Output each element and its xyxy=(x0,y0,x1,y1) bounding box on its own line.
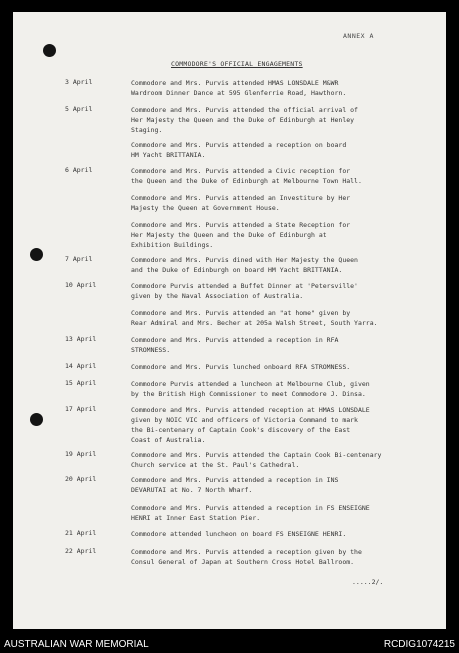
archive-name: AUSTRALIAN WAR MEMORIAL xyxy=(4,639,149,650)
entry-text: Commodore and Mrs. Purvis attended a reception in RFA STROMNESS. xyxy=(131,336,339,354)
document-page xyxy=(13,12,446,629)
entry-date: 3 April xyxy=(65,78,93,86)
entry-text: Commodore and Mrs. Purvis attended a reception in INS DEVARUTAI at No. 7 North Wharf. xyxy=(131,476,339,494)
entry-date: 14 April xyxy=(65,362,97,370)
entry-text: Commodore and Mrs. Purvis attended a reception given by the Consul General of Japan at Southern Cross Hotel Ballroom. xyxy=(131,548,362,566)
entry-text: Commodore Purvis attended a Buffet Dinner at 'Petersville' given by the Naval Association of Australia. xyxy=(131,282,358,300)
entry-text: Commodore and Mrs. Purvis attended HMAS LONSDALE M&WR Wardroom Dinner Dance at 595 Glenferrie Road, Hawthorn. xyxy=(131,79,347,97)
entry-date: 21 April xyxy=(65,529,97,537)
entry-text: Commodore and Mrs. Purvis attended an Investiture by Her Majesty the Queen at Government House. xyxy=(131,194,351,212)
entry-text: Commodore and Mrs. Purvis attended the Captain Cook Bi-centenary Church service at the St. Paul's Cathedral. xyxy=(131,451,382,469)
page-title: COMMODORE'S OFFICIAL ENGAGEMENTS xyxy=(171,60,303,68)
entry-date: 6 April xyxy=(65,166,93,174)
entry-date: 13 April xyxy=(65,335,97,343)
entry-text: Commodore and Mrs. Purvis dined with Her Majesty the Queen and the Duke of Edinburgh on board HM Yacht BRITTANIA. xyxy=(131,256,358,274)
entry-date: 10 April xyxy=(65,281,97,289)
entry-date: 22 April xyxy=(65,547,97,555)
archive-footer xyxy=(0,636,459,653)
entry-date: 17 April xyxy=(65,405,97,413)
entry-text: Commodore and Mrs. Purvis attended a reception in FS ENSEIGNE HENRI at Inner East Station Pier. xyxy=(131,504,370,522)
punch-hole xyxy=(30,413,43,426)
record-id: RCDIG1074215 xyxy=(383,639,455,650)
entry-text: Commodore and Mrs. Purvis attended a State Reception for Her Majesty the Queen and the Duke of Edinburgh at Exhibition Buildings. xyxy=(131,221,351,249)
entry-text: Commodore and Mrs. Purvis lunched onboard RFA STROMNESS. xyxy=(131,363,351,371)
entry-date: 19 April xyxy=(65,450,97,458)
entry-text: Commodore and Mrs. Purvis attended a reception on board HM Yacht BRITTANIA. xyxy=(131,141,347,159)
entry-text: Commodore and Mrs. Purvis attended an "at home" given by Rear Admiral and Mrs. Becher at 205a Walsh Street, South Yarra. xyxy=(131,309,378,327)
punch-hole xyxy=(30,248,43,261)
entry-text: Commodore and Mrs. Purvis attended reception at HMAS LONSDALE given by NOIC VIC and officers of Victoria Command to mark the Bi-centenary of Captain Cook's discovery of the East Coast of Australia. xyxy=(131,406,370,444)
annex-label: ANNEX A xyxy=(343,32,374,40)
punch-hole xyxy=(43,44,56,57)
entry-text: Commodore Purvis attended a luncheon at Melbourne Club, given by the British High Commissioner to meet Commodore J. Dinsa. xyxy=(131,380,370,398)
entry-text: Commodore and Mrs. Purvis attended a Civic reception for the Queen and the Duke of Edinburgh at Melbourne Town Hall. xyxy=(131,167,362,185)
entry-date: 20 April xyxy=(65,475,97,483)
page-continuation: .....2/. xyxy=(352,578,384,586)
entry-date: 15 April xyxy=(65,379,97,387)
entry-text: Commodore and Mrs. Purvis attended the official arrival of Her Majesty the Queen and the Duke of Edinburgh at Henley Staging. xyxy=(131,106,358,134)
entry-text: Commodore attended luncheon on board FS ENSEIGNE HENRI. xyxy=(131,530,347,538)
entry-date: 5 April xyxy=(65,105,93,113)
entry-date: 7 April xyxy=(65,255,93,263)
